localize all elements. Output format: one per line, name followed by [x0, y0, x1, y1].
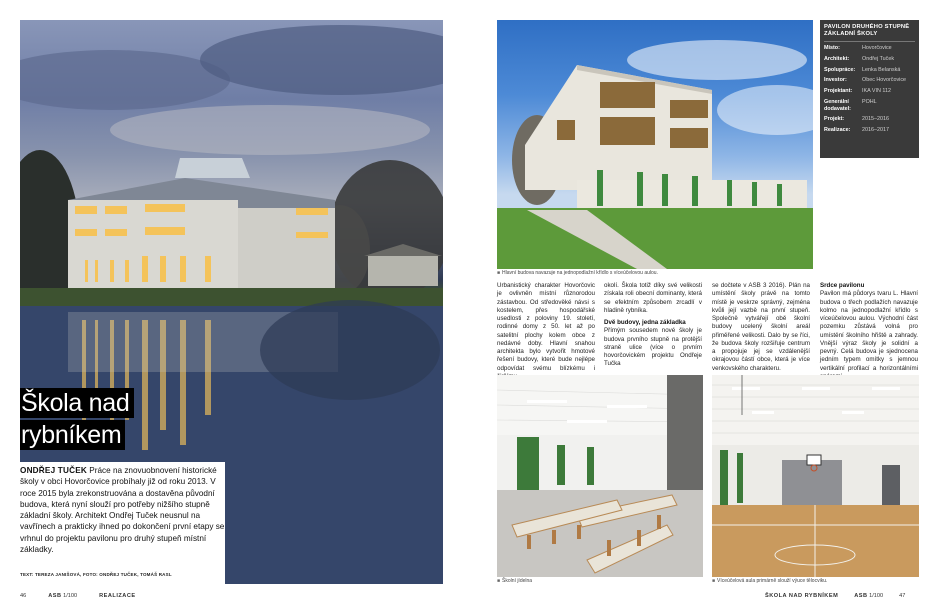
- text-column-1: [497, 282, 595, 381]
- intro-box: [20, 462, 225, 584]
- info-row: Architekt: Ondřej Tuček: [824, 55, 895, 62]
- info-row: Místo: Hovorčovice: [824, 45, 892, 51]
- section-left: REALIZACE: [99, 593, 136, 599]
- info-row: Projektant: IKA VIN 112: [824, 88, 891, 95]
- article-title-line2: rybníkem: [20, 420, 125, 450]
- issue-right: 1/100: [869, 593, 884, 599]
- issue-left: 1/100: [63, 593, 78, 599]
- magazine-name-right: ASB: [854, 593, 868, 599]
- info-row: Generální dodavatel: POHL: [824, 98, 877, 112]
- caption-cafeteria: ■ Školní jídelna: [497, 578, 533, 584]
- photo-credits: TEXT: TEREZA JANIŠOVÁ, FOTO: ONDŘEJ TUČEK, TOMÁŠ RASL: [20, 572, 172, 577]
- cafeteria-photo: [497, 375, 703, 577]
- column-4-subheading: Srdce pavilonu: [820, 282, 865, 289]
- gym-photo: [712, 375, 919, 577]
- caption-top: ■ Hlavní budova navazuje na jednopodlažní křídlo s víceúčelovou aulou.: [497, 270, 658, 276]
- intro-author: ONDŘEJ TUČEK: [20, 466, 87, 475]
- column-2-subheading: Dvě budovy, jedna základka: [604, 319, 686, 326]
- page-number-left: 46: [20, 593, 27, 599]
- text-column-3: [712, 282, 810, 373]
- info-row: Spolupráce: Lenka Belanská: [824, 66, 901, 73]
- text-column-4: [820, 282, 918, 381]
- gym-illustration: [712, 375, 919, 577]
- cafeteria-illustration: [497, 375, 703, 577]
- article-title-line1: Škola nad: [20, 388, 134, 418]
- section-right: ŠKOLA NAD RYBNÍKEM: [765, 593, 839, 599]
- text-column-2: [604, 282, 702, 369]
- column-1-text: Urbanistický charakter Hovorčovic je ovlivněn místní různorodou zástavbou. Od středověké návsi s kostelem, přes hospodářské usedlosti z poloviny 19. století, rodinné domy z 50. let až po satelitní plochy kolem obce z nedávné doby. Hlavní snahou architekta bylo vytvořit hmotové řešení budovy, které bude nejlépe odpovídat svému blízkému i: [497, 282, 595, 372]
- info-heading: PAVILON DRUHÉHO STUPNĚ ZÁKLADNÍ ŠKOLY: [824, 24, 910, 37]
- footer-left: [20, 593, 443, 599]
- column-3-text: se dočtete v ASB 3 2016). Plán na umístění školy právě na tomto místě je veskrze správný, zejména kvůli její vazbě na první stupeň. Společně vytvářejí obě školní budovy ucelený školní areál přiměřené velikosti. Dalo by se říci, že budova školy rozšiřuje centrum a propojuje jej se vzdálenější okrajovou částí obce, která je více venkovského charakteru.: [712, 282, 810, 372]
- column-2-text-2: Přímým sousedem nové školy je budova prvního stupně na protější straně ulice (více o prvním hovorčovickém projektu Ondřeje Tučka: [604, 327, 702, 368]
- page-number-right: 47: [899, 593, 906, 599]
- info-row: Projekt: 2015–2016: [824, 116, 889, 123]
- intro-text: Práce na znovuobnovení historické školy v obci Hovorčovice probíhaly již od roku 2013. V roce 2015 byla zrekonstruována a dostavěna původní budova, která nyní slouží pro potřeby nižšího stupně základní školy. Architekt Ondřej Tuček neusnul na vavřínech a prakticky ihned po dokončení první etapy se vrhnul do projektu pavilonu pro druhý stupeň místní základky.: [20, 466, 225, 555]
- project-info-panel: [820, 20, 919, 158]
- school-exterior-illustration: [497, 20, 813, 269]
- column-2-text: okolí. Škola totiž díky své velikosti získala roli obecní dominanty, která se efektním způsobem zrcadlí v hladině rybníka.: [604, 282, 702, 314]
- magazine-name-left: ASB: [48, 593, 62, 599]
- caption-gym: ■ Víceúčelová aula primárně slouží výuce tělocviku.: [712, 578, 828, 584]
- column-4-text: Pavilon má půdorys tvaru L. Hlavní budova o třech podlažích navazuje kolmo na jednopodlažní křídlo s víceúčelovou aulou. Východní část pozemku zůstává volná pro umístění školního hřiště a zahrady. Vnější výraz školy je solidní a pevný. Celá budova je sjednocena jedním typem omítky s jemnou vertikální profilací a horizontálními: [820, 290, 918, 372]
- footer-right: [765, 593, 905, 599]
- building-exterior-photo: [497, 20, 813, 269]
- info-row: Investor: Obec Hovorčovice: [824, 77, 907, 84]
- info-divider: [824, 41, 915, 42]
- intro-paragraph: [20, 465, 225, 555]
- info-row: Realizace: 2016–2017: [824, 127, 889, 134]
